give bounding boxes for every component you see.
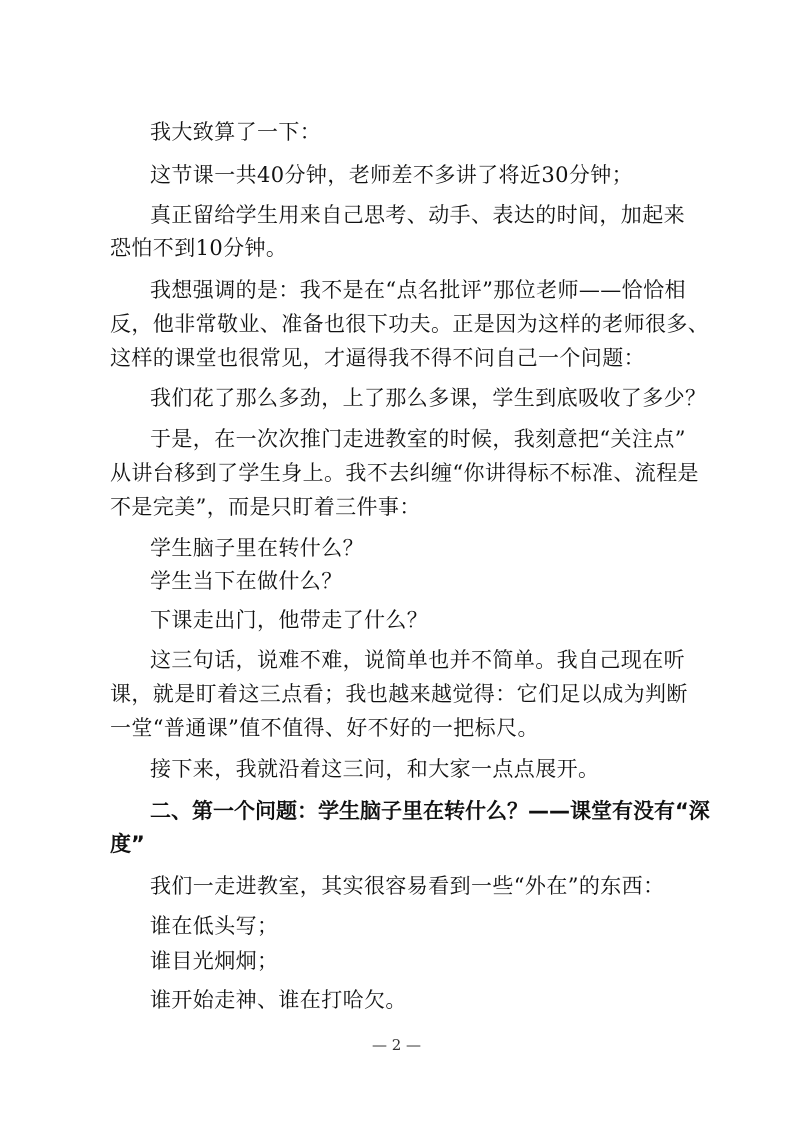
paragraph-line: 于是，在一次次推门走进教室的时候，我刻意把“关注点” [150, 427, 686, 451]
paragraph-line: 真正留给学生用来自己思考、动手、表达的时间，加起来 [150, 203, 685, 227]
paragraph-line: 谁开始走神、谁在打哈欠。 [150, 988, 407, 1012]
paragraph-line: 这三句话，说难不难，说简单也并不简单。我自己现在听 [150, 648, 685, 672]
paragraph-line: 恐怕不到10分钟。 [110, 236, 288, 260]
paragraph-line: 反，他非常敬业、准备也很下功夫。正是因为这样的老师很多、 [110, 312, 710, 336]
paragraph-line: 课，就是盯着这三点看；我也越来越觉得：它们足以成为判断 [110, 682, 688, 706]
paragraph-line: 这节课一共40分钟，老师差不多讲了将近30分钟； [150, 163, 634, 187]
section-heading-continued: 度” [110, 832, 145, 856]
paragraph-line: 我大致算了一下： [150, 120, 322, 144]
paragraph-line: 下课走出门，他带走了什么？ [150, 608, 429, 632]
section-heading: 二、第一个问题：学生脑子里在转什么？——课堂有没有“深 [150, 799, 710, 823]
paragraph-line: 我们花了那么多劲，上了那么多课，学生到底吸收了多少？ [150, 386, 707, 410]
paragraph-line: 不是完美”，而是只盯着三件事： [110, 495, 421, 519]
paragraph-line: 谁在低头写； [150, 914, 279, 938]
paragraph-line: 学生脑子里在转什么？ [150, 536, 364, 560]
page-number: — 2 — [371, 1036, 422, 1054]
paragraph-line: 接下来，我就沿着这三问，和大家一点点展开。 [150, 757, 600, 781]
paragraph-line: 我们一走进教室，其实很容易看到一些“外在”的东西： [150, 874, 665, 898]
paragraph-line: 谁目光炯炯； [150, 949, 279, 973]
paragraph-line: 我想强调的是：我不是在“点名批评”那位老师——恰恰相 [150, 278, 686, 302]
paragraph-line: 学生当下在做什么？ [150, 569, 343, 593]
paragraph-line: 一堂“普通课”值不值得、好不好的一把标尺。 [110, 716, 539, 740]
paragraph-line: 从讲台移到了学生身上。我不去纠缠“你讲得标不标准、流程是 [110, 461, 699, 485]
paragraph-line: 这样的课堂也很常见，才逼得我不得不问自己一个问题： [110, 346, 645, 370]
